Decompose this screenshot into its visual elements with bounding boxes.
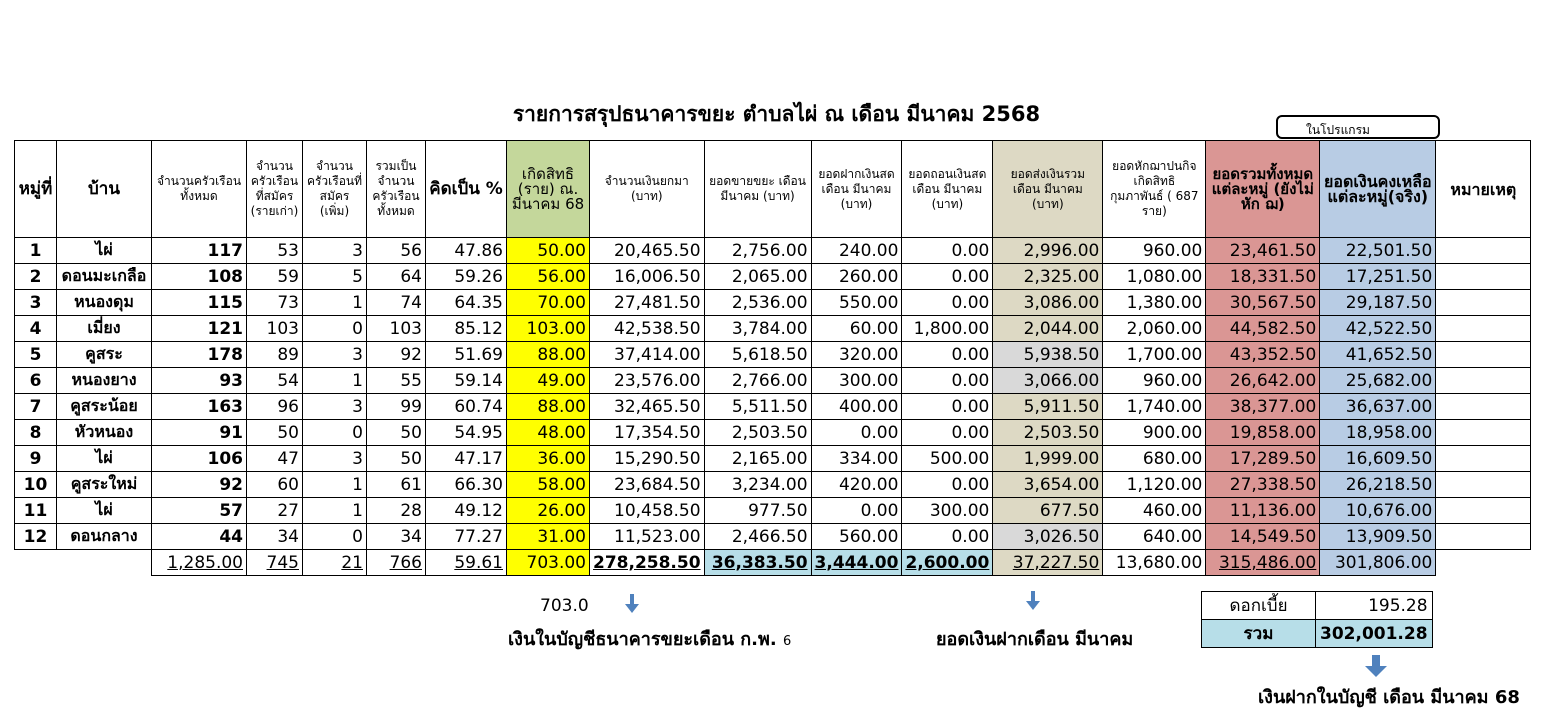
cell-net: 42,522.50 [1320,316,1436,342]
cell-pct: 59.26 [426,264,507,290]
cell-old: 96 [247,394,303,420]
total-withdraw: 2,600.00 [902,550,993,576]
cell-add: 3 [303,238,367,264]
deposit-label: ยอดเงินฝากเดือน มีนาคม [936,629,1134,650]
cell-carried: 20,465.50 [590,238,705,264]
cell-households: 121 [152,316,247,342]
bank-balance-text: เงินในบัญชีธนาคารขยะเดือน ก.พ. [508,629,777,650]
cell-moo: 1 [15,238,57,264]
header-sales: ยอดขายขยะ เดือน มีนาคม (บาท) [704,141,811,238]
cell-old: 60 [247,472,303,498]
cell-gross: 44,582.50 [1206,316,1320,342]
cell-moo: 7 [15,394,57,420]
cell-total: 55 [367,368,426,394]
cell-households: 163 [152,394,247,420]
cell-moo: 12 [15,524,57,550]
cell-moo: 5 [15,342,57,368]
cell-carried: 11,523.00 [590,524,705,550]
header-net: ยอดเงินคงเหลือแต่ละหมู่(จริง) [1320,141,1436,238]
cell-elig: 88.00 [507,342,590,368]
cell-add: 1 [303,368,367,394]
cell-add: 0 [303,316,367,342]
total-sales: 36,383.50 [704,550,811,576]
cell-moo: 3 [15,290,57,316]
cell-remark [1436,290,1531,316]
cell-carried: 37,414.00 [590,342,705,368]
cell-total: 50 [367,420,426,446]
cell-elig: 36.00 [507,446,590,472]
cell-deduct: 900.00 [1103,420,1206,446]
cell-moo: 11 [15,498,57,524]
cell-sales: 2,165.00 [704,446,811,472]
arrow-deposit-shaft [1031,591,1035,601]
interest-value: 195.28 [1316,592,1433,620]
cell-withdraw: 0.00 [902,394,993,420]
totals-blank [15,550,152,576]
cell-moo: 4 [15,316,57,342]
cell-carried: 16,006.50 [590,264,705,290]
cell-carried: 23,684.50 [590,472,705,498]
cell-net: 10,676.00 [1320,498,1436,524]
cell-deduct: 640.00 [1103,524,1206,550]
cell-pct: 77.27 [426,524,507,550]
cell-add: 5 [303,264,367,290]
header-remark: หมายเหตุ [1436,141,1531,238]
cell-households: 92 [152,472,247,498]
cell-deposit: 560.00 [811,524,902,550]
cell-remark [1436,524,1531,550]
cell-elig: 103.00 [507,316,590,342]
cell-deduct: 960.00 [1103,238,1206,264]
cell-deposit: 260.00 [811,264,902,290]
cell-remit: 5,938.50 [993,342,1103,368]
cell-ban: เมี่ยง [57,316,152,342]
cell-add: 0 [303,524,367,550]
cell-gross: 43,352.50 [1206,342,1320,368]
cell-elig: 50.00 [507,238,590,264]
header-deposit: ยอดฝากเงินสดเดือน มีนาคม (บาท) [811,141,902,238]
cell-add: 1 [303,290,367,316]
cell-total: 64 [367,264,426,290]
cell-households: 57 [152,498,247,524]
cell-remit: 2,325.00 [993,264,1103,290]
cell-add: 1 [303,498,367,524]
cell-households: 93 [152,368,247,394]
cell-withdraw: 1,800.00 [902,316,993,342]
cell-elig: 26.00 [507,498,590,524]
cell-remit: 3,026.50 [993,524,1103,550]
cell-deposit: 0.00 [811,498,902,524]
page-title: รายการสรุปธนาคารขยะ ตำบลไผ่ ณ เดือน มีนาคม 2568 [512,102,1041,126]
cell-remit: 2,503.50 [993,420,1103,446]
cell-deposit: 334.00 [811,446,902,472]
cell-remit: 5,911.50 [993,394,1103,420]
cell-deposit: 550.00 [811,290,902,316]
cell-gross: 38,377.00 [1206,394,1320,420]
bank-balance-suffix: 6 [783,634,792,649]
cell-pct: 60.74 [426,394,507,420]
eligible-note: 703.0 [540,596,589,616]
cell-elig: 70.00 [507,290,590,316]
table-row [15,446,1531,472]
cell-deduct: 1,080.00 [1103,264,1206,290]
cell-withdraw: 0.00 [902,368,993,394]
cell-ban: ไผ่ [57,238,152,264]
cell-remark [1436,420,1531,446]
cell-sales: 2,756.00 [704,238,811,264]
cell-remit: 677.50 [993,498,1103,524]
cell-total: 34 [367,524,426,550]
cell-sales: 2,536.00 [704,290,811,316]
table-row [15,290,1531,316]
total-households: 1,285.00 [152,550,247,576]
cell-pct: 59.14 [426,368,507,394]
cell-gross: 17,289.50 [1206,446,1320,472]
header-moo: หมู่ที่ [15,141,57,238]
cell-remit: 2,996.00 [993,238,1103,264]
cell-remark [1436,498,1531,524]
final-deposit-label: เงินฝากในบัญชี เดือน มีนาคม 68 [1258,687,1520,708]
cell-carried: 17,354.50 [590,420,705,446]
cell-moo: 6 [15,368,57,394]
cell-remit: 3,086.00 [993,290,1103,316]
header-members-old: จำนวนครัวเรือนที่สมัคร (รายเก่า) [247,141,303,238]
table-row [15,342,1531,368]
cell-ban: ไผ่ [57,498,152,524]
totals-row [15,550,1531,576]
cell-net: 17,251.50 [1320,264,1436,290]
cell-total: 103 [367,316,426,342]
total-carried: 278,258.50 [590,550,705,576]
cell-remark [1436,342,1531,368]
total-remit: 37,227.50 [993,550,1103,576]
cell-deduct: 460.00 [1103,498,1206,524]
cell-old: 50 [247,420,303,446]
header-eligible: เกิดสิทธิ (ราย) ณ. มีนาคม 68 [507,141,590,238]
total-net: 301,806.00 [1320,550,1436,576]
cell-gross: 30,567.50 [1206,290,1320,316]
cell-total: 99 [367,394,426,420]
cell-old: 53 [247,238,303,264]
header-carried: จำนวนเงินยกมา (บาท) [590,141,705,238]
bank-balance-label [508,624,791,653]
table-row [15,316,1531,342]
cell-remark [1436,264,1531,290]
cell-ban: ดอนกลาง [57,524,152,550]
cell-households: 117 [152,238,247,264]
cell-withdraw: 0.00 [902,238,993,264]
header-ban: บ้าน [57,141,152,238]
cell-net: 13,909.50 [1320,524,1436,550]
cell-ban: ดอนมะเกลือ [57,264,152,290]
cell-net: 22,501.50 [1320,238,1436,264]
header-remit: ยอดส่งเงินรวม เดือน มีนาคม (บาท) [993,141,1103,238]
cell-total: 61 [367,472,426,498]
sum-label: รวม [1202,620,1316,648]
total-elig: 703.00 [507,550,590,576]
table-row [15,394,1531,420]
cell-remark [1436,472,1531,498]
cell-net: 29,187.50 [1320,290,1436,316]
cell-old: 59 [247,264,303,290]
cell-deposit: 0.00 [811,420,902,446]
cell-add: 3 [303,394,367,420]
interest-table [1201,591,1433,648]
table-row [15,264,1531,290]
cell-deduct: 2,060.00 [1103,316,1206,342]
header-percent: คิดเป็น % [426,141,507,238]
cell-ban: คูสระ [57,342,152,368]
cell-withdraw: 500.00 [902,446,993,472]
cell-deposit: 420.00 [811,472,902,498]
cell-remit: 1,999.00 [993,446,1103,472]
cell-deposit: 400.00 [811,394,902,420]
arrow-deposit-icon [1026,601,1040,610]
cell-net: 26,218.50 [1320,472,1436,498]
cell-deduct: 1,700.00 [1103,342,1206,368]
cell-carried: 42,538.50 [590,316,705,342]
cell-total: 28 [367,498,426,524]
cell-sales: 3,234.00 [704,472,811,498]
table-row [15,498,1531,524]
cell-sales: 977.50 [704,498,811,524]
cell-old: 47 [247,446,303,472]
cell-gross: 26,642.00 [1206,368,1320,394]
cell-moo: 9 [15,446,57,472]
cell-net: 41,652.50 [1320,342,1436,368]
cell-deduct: 1,740.00 [1103,394,1206,420]
total-members: 766 [367,550,426,576]
cell-carried: 15,290.50 [590,446,705,472]
header-members-add: จำนวนครัวเรือนที่สมัคร (เพิ่ม) [303,141,367,238]
cell-moo: 8 [15,420,57,446]
cell-elig: 56.00 [507,264,590,290]
cell-old: 103 [247,316,303,342]
cell-remark [1436,238,1531,264]
cell-withdraw: 0.00 [902,264,993,290]
cell-gross: 19,858.00 [1206,420,1320,446]
header-deduct: ยอดหักฌาปนกิจเกิดสิทธิ กุมภาพันธ์ ( 687 ราย) [1103,141,1206,238]
total-add: 21 [303,550,367,576]
cell-elig: 31.00 [507,524,590,550]
cell-withdraw: 0.00 [902,342,993,368]
cell-carried: 10,458.50 [590,498,705,524]
header-households: จำนวนครัวเรือนทั้งหมด [152,141,247,238]
cell-elig: 58.00 [507,472,590,498]
cell-deposit: 240.00 [811,238,902,264]
cell-add: 3 [303,446,367,472]
total-deduct: 13,680.00 [1103,550,1206,576]
cell-total: 56 [367,238,426,264]
cell-households: 178 [152,342,247,368]
cell-sales: 5,618.50 [704,342,811,368]
cell-households: 108 [152,264,247,290]
cell-net: 18,958.00 [1320,420,1436,446]
cell-remark [1436,368,1531,394]
cell-withdraw: 0.00 [902,524,993,550]
cell-moo: 2 [15,264,57,290]
cell-pct: 64.35 [426,290,507,316]
cell-remark [1436,394,1531,420]
cell-remark [1436,446,1531,472]
cell-remark [1436,316,1531,342]
cell-households: 106 [152,446,247,472]
table-row [15,420,1531,446]
cell-deposit: 300.00 [811,368,902,394]
cell-total: 92 [367,342,426,368]
cell-withdraw: 0.00 [902,472,993,498]
cell-deduct: 1,380.00 [1103,290,1206,316]
cell-sales: 2,503.50 [704,420,811,446]
interest-label: ดอกเบี้ย [1202,592,1316,620]
cell-ban: หนองดุม [57,290,152,316]
cell-add: 1 [303,472,367,498]
table-row [15,368,1531,394]
cell-pct: 66.30 [426,472,507,498]
cell-pct: 49.12 [426,498,507,524]
total-gross: 315,486.00 [1206,550,1320,576]
header-gross: ยอดรวมทั้งหมด แต่ละหมู่ (ยังไม่หัก ฌ) [1206,141,1320,238]
cell-sales: 3,784.00 [704,316,811,342]
table-row [15,472,1531,498]
cell-pct: 54.95 [426,420,507,446]
program-note-box: ในโปรแกรม [1276,115,1440,139]
cell-elig: 88.00 [507,394,590,420]
cell-sales: 2,766.00 [704,368,811,394]
cell-pct: 47.86 [426,238,507,264]
cell-old: 73 [247,290,303,316]
cell-old: 27 [247,498,303,524]
total-remark [1436,550,1531,576]
cell-remit: 3,066.00 [993,368,1103,394]
cell-pct: 51.69 [426,342,507,368]
cell-old: 34 [247,524,303,550]
cell-deduct: 680.00 [1103,446,1206,472]
cell-sales: 5,511.50 [704,394,811,420]
cell-deduct: 960.00 [1103,368,1206,394]
cell-remit: 3,654.00 [993,472,1103,498]
cell-carried: 23,576.00 [590,368,705,394]
cell-total: 74 [367,290,426,316]
cell-deposit: 60.00 [811,316,902,342]
cell-gross: 14,549.50 [1206,524,1320,550]
cell-pct: 47.17 [426,446,507,472]
cell-households: 91 [152,420,247,446]
cell-withdraw: 300.00 [902,498,993,524]
table-row [15,524,1531,550]
cell-ban: คูสระใหม่ [57,472,152,498]
cell-add: 0 [303,420,367,446]
total-old: 745 [247,550,303,576]
arrow-bank-icon [625,604,639,613]
cell-old: 54 [247,368,303,394]
cell-deposit: 320.00 [811,342,902,368]
cell-gross: 27,338.50 [1206,472,1320,498]
header-row [15,141,1531,238]
cell-ban: คูสระน้อย [57,394,152,420]
cell-ban: หัวหนอง [57,420,152,446]
cell-old: 89 [247,342,303,368]
summary-table [14,140,1531,576]
cell-remit: 2,044.00 [993,316,1103,342]
header-members-total: รวมเป็นจำนวนครัวเรือนทั้งหมด [367,141,426,238]
cell-net: 36,637.00 [1320,394,1436,420]
cell-pct: 85.12 [426,316,507,342]
sum-row [1202,620,1433,648]
interest-row [1202,592,1433,620]
cell-elig: 48.00 [507,420,590,446]
cell-ban: หนองยาง [57,368,152,394]
cell-carried: 27,481.50 [590,290,705,316]
cell-net: 16,609.50 [1320,446,1436,472]
total-deposit: 3,444.00 [811,550,902,576]
cell-elig: 49.00 [507,368,590,394]
header-withdraw: ยอดถอนเงินสดเดือน มีนาคม (บาท) [902,141,993,238]
cell-withdraw: 0.00 [902,420,993,446]
cell-total: 50 [367,446,426,472]
cell-gross: 23,461.50 [1206,238,1320,264]
cell-deduct: 1,120.00 [1103,472,1206,498]
cell-ban: ไผ่ [57,446,152,472]
cell-households: 44 [152,524,247,550]
cell-add: 3 [303,342,367,368]
cell-gross: 18,331.50 [1206,264,1320,290]
cell-net: 25,682.00 [1320,368,1436,394]
cell-households: 115 [152,290,247,316]
table-row [15,238,1531,264]
cell-withdraw: 0.00 [902,290,993,316]
arrow-final-icon [1365,666,1387,677]
total-pct: 59.61 [426,550,507,576]
cell-sales: 2,065.00 [704,264,811,290]
cell-moo: 10 [15,472,57,498]
sum-value: 302,001.28 [1316,620,1433,648]
cell-gross: 11,136.00 [1206,498,1320,524]
cell-carried: 32,465.50 [590,394,705,420]
cell-sales: 2,466.50 [704,524,811,550]
arrow-bank-shaft [630,594,634,604]
